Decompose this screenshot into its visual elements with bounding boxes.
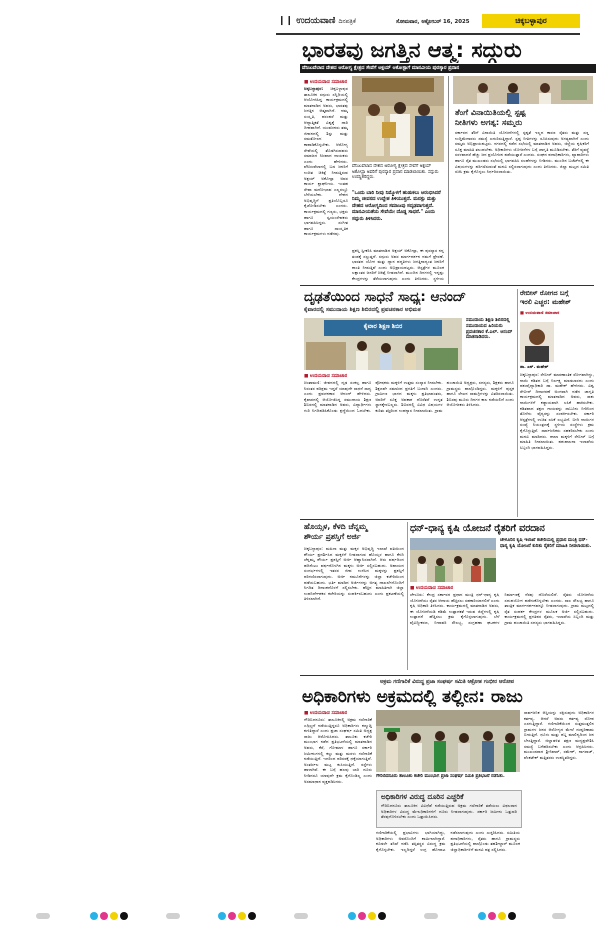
reg-dot-cyan-4: [478, 912, 486, 920]
reg-dot-black-4: [508, 912, 516, 920]
reg-dot-black-3: [378, 912, 386, 920]
reg-bar-1: [36, 913, 50, 919]
paper-suffix: ದಿನಪತ್ರಿಕೆ: [338, 18, 356, 25]
reg-dot-yellow-2: [238, 912, 246, 920]
lead-col1-body: ಚಿಕ್ಕಬಳ್ಳಾಪುರ ತಾಲೂಕಿನ ಸದ್ಗುರು ಸನ್ನಿಧಿಯಲ್ಲಿ ಆಯೋಜಿಸಿದ್ದ ಕಾರ್ಯಕ್ರಮದಲ್ಲಿ ಮಾತನಾಡಿದ ಅವರು, ಭಾರತವು ಜಗತ್ತಿನ ಆತ್ಮವಾಗಿದೆ. ನಮ್ಮ ಸಂಸ್ಕೃತಿ, ಪರಂಪರೆ ಮತ್ತು ಆಧ್ಯಾತ್ಮಿಕತೆ ವಿಶ್ವಕ್ಕೆ ದಾರಿ ದೀಪವಾಗಿದೆ. ಯುವಜನರು ತಮ್ಮ ಜೀವನದಲ್ಲಿ ಶಿಸ್ತು ಮತ್ತು ಸಮತೋಲನ ಕಾಪಾಡಿಕೊಳ್ಳಬೇಕು. ಆರೋಗ್ಯ ಸೇವೆಯಲ್ಲಿ ತೊಡಗಿರುವವರು ಸಮಾಜದ ನಿಜವಾದ ನಾಯಕರು ಎಂದು ಹೇಳಿದರು. ವೆನಿಜುವೆಲಾದಲ್ಲಿ ಬಡ ಜನರಿಗೆ ಉಚಿತ ಚಿಕಿತ್ಸೆ ನೀಡುತ್ತಿರುವ ಅಕ್ಷಯ್ ಅಕೋಸ್ಟಾ ಅವರ ಕಾರ್ಯ ಶ್ಲಾಘನೀಯ. ಇಂತಹ ಸೇವಾ ಮನೋಭಾವ ಎಲ್ಲರಲ್ಲೂ ಬೆಳೆಯಬೇಕು. ದೇಶದ ಅಭಿವೃದ್ಧಿಗೆ ಪ್ರತಿಯೊಬ್ಬರೂ ಕೈಜೋಡಿಸಬೇಕು ಎಂದರು. ಕಾರ್ಯಕ್ರಮದಲ್ಲಿ ಗಣ್ಯರು, ಭಕ್ತರು ಹಾಗೂ ಸ್ವಯಂಸೇವಕರು ಭಾಗವಹಿಸಿದ್ದರು. ಸಂಗೀತ ಹಾಗೂ ಸಾಂಸ್ಕೃತಿಕ ಕಾರ್ಯಕ್ರಮಗಳು ನಡೆದವು.: [304, 86, 348, 237]
story6-text-col2: ಗಣಿಗಾರಿಕೆಯಲ್ಲಿ ಪ್ರಭಾವಿಗಳು ಭಾಗಿಯಾಗಿದ್ದು, ಅಧಿಕಾರಿಗಳು ಅವರೊಂದಿಗೆ ಶಾಮೀಲಾಗಿದ್ದಾರೆ. ಕೂಡಲೇ ತನಿಖೆ ನಡೆಸಿ ತಪ್ಪಿತಸ್ಥರ ವಿರುದ್ಧ ಕ್ರಮ ಕೈಗೊಳ್ಳಬೇಕು. ಇಲ್ಲದಿದ್ದರೆ ಉಗ್ರ ಹೋರಾಟ ನಡೆಸಲಾಗುವುದು ಎಂದು ಎಚ್ಚರಿಸಿದರು. ಸಮಿತಿಯ ಪದಾಧಿಕಾರಿಗಳು, ರೈತರು ಹಾಗೂ ಗ್ರಾಮಸ್ಥರು ಪ್ರತಿಭಟನೆಯಲ್ಲಿ ಪಾಲ್ಗೊಂಡು ತಹಶೀಲ್ದಾರ್ ಮೂಲಕ ಜಿಲ್ಲಾಧಿಕಾರಿಗಳಿಗೆ ಮನವಿ ಪತ್ರ ಸಲ್ಲಿಸಿದರು.: [376, 830, 520, 852]
story2-photo: [304, 318, 462, 370]
story6-photo: [376, 710, 520, 772]
lead-text-col1: [304, 86, 348, 282]
divider-v-2: [517, 289, 518, 517]
issue-date: ಸೋಮವಾರ, ಅಕ್ಟೋಬರ್ 16, 2025: [396, 19, 470, 25]
reg-dot-cyan-3: [348, 912, 356, 920]
lead-place: ಚಿಕ್ಕಬಳ್ಳಾಪುರ:: [304, 86, 324, 91]
divider-v-3: [407, 522, 408, 670]
story5-photo: [410, 538, 496, 582]
story6-photo-illustration: [376, 710, 520, 772]
story2-text: ಚಿಂತಾಮಣಿ: ಜೀವನದಲ್ಲಿ ದೃಢ ಸಂಕಲ್ಪ ಹಾಗೂ ನಿರಂತರ ಪರಿಶ್ರಮ ಇದ್ದರೆ ಯಾವುದೇ ಸಾಧನೆ ಸಾಧ್ಯ ಎಂದು ಪ್ರವಚನಕಾರ ಆನಂದ್ ಹೇಳಿದರು. ಕೈವಾರದಲ್ಲಿ ಆಯೋಜಿಸಿದ್ದ ಸಮುದಾಯ ಶಿಕ್ಷಣ ಶಿಬಿರದಲ್ಲಿ ಮಾತನಾಡಿದ ಅವರು, ವಿದ್ಯಾರ್ಥಿಗಳು ಗುರಿ ನಿಗದಿಪಡಿಸಿಕೊಂಡು ಶ್ರದ್ಧೆಯಿಂದ ಓದಬೇಕು. ಪೋಷಕರು ಮಕ್ಕಳಿಗೆ ಉತ್ತಮ ಸಂಸ್ಕಾರ ನೀಡಬೇಕು. ಶಿಕ್ಷಣವೇ ಸಮಾಜದ ಪ್ರಗತಿಗೆ ಬುನಾದಿ ಎಂದರು. ಗ್ರಾಮೀಣ ಭಾಗದ ಮಕ್ಕಳು ಪ್ರತಿಭಾವಂತರು, ಅವರಿಗೆ ಸೂಕ್ತ ಅವಕಾಶ ದೊರೆತರೆ ಉನ್ನತ ಸ್ಥಾನಕ್ಕೇರಬಲ್ಲರು. ಶಿಬಿರದಲ್ಲಿ ವಿವಿಧ ವಿಷಯಗಳ ಕುರಿತು ತಜ್ಞರಿಂದ ಉಪನ್ಯಾಸ ನೀಡಲಾಯಿತು. ಗ್ರಾಮ ಪಂಚಾಯಿತಿ ಅಧ್ಯಕ್ಷರು, ಸದಸ್ಯರು, ಶಿಕ್ಷಕರು ಹಾಗೂ ಗ್ರಾಮಸ್ಥರು ಪಾಲ್ಗೊಂಡಿದ್ದರು. ಮಕ್ಕಳಿಗೆ ಪುಸ್ತಕ ಹಾಗೂ ಲೇಖನ ಸಾಮಗ್ರಿಗಳನ್ನು ವಿತರಿಸಲಾಯಿತು. ಶಿಬಿರವು ಮೂರು ದಿನಗಳ ಕಾಲ ನಡೆಯಲಿದೆ ಎಂದು ಆಯೋಜಕರು ತಿಳಿಸಿದರು.: [304, 380, 514, 413]
story2-headline: ದೃಢತೆಯಿಂದ ಸಾಧನೆ ಸಾಧ್ಯ: ಆನಂದ್: [304, 289, 467, 305]
story6-photo-caption: ಗೌರಿಬಿದನೂರು ತಾಲೂಕು ಕಚೇರಿ ಮುಂಭಾಗ ಪ್ರಜಾ ಸಂಘರ್ಷ ಸಮಿತಿ ಪ್ರತಿಭಟನೆ ನಡೆಸಿತು.: [376, 774, 505, 779]
reg-dot-black-1: [120, 912, 128, 920]
side-headline-2: ನೀತಿಗಳು ಅಗತ್ಯ: ಸಮ್ಮರು: [455, 117, 523, 127]
lead-photo-illustration: [352, 76, 444, 162]
reg-bar-5: [552, 913, 566, 919]
story6-headline: ಅಧಿಕಾರಿಗಳು ಅಕ್ರಮದಲ್ಲಿ ತಲ್ಲೀನ: ರಾಜು: [302, 687, 523, 707]
reg-dot-magenta-4: [488, 912, 496, 920]
story4-text: ಚಿಕ್ಕಬಳ್ಳಾಪುರ: ಮಹಿಳಾ ಮತ್ತು ಮಕ್ಕಳ ಅಭಿವೃದ್ಧಿ ಇಲಾಖೆ ವತಿಯಿಂದ ಶೌರ್ಯ ಪ್ರದರ್ಶಿಸಿದ ಮಕ್ಕಳಿಗೆ ನೀಡಲಾಗುವ ಹೊಯ್ಸಳ ಹಾಗೂ ಕೆಳದಿ ಚೆನ್ನಮ್ಮ ಶೌರ್ಯ ಪ್ರಶಸ್ತಿಗೆ ಅರ್ಜಿ ಆಹ್ವಾನಿಸಲಾಗಿದೆ. ಆರು ವರ್ಷದಿಂದ ಹದಿನೆಂಟು ವರ್ಷದೊಳಗಿನ ಮಕ್ಕಳು ಅರ್ಜಿ ಸಲ್ಲಿಸಬಹುದು. ಅಪಾಯದ ಸಂದರ್ಭಗಳಲ್ಲಿ ಇತರರ ಜೀವ ಉಳಿಸಿದ ಮಕ್ಕಳನ್ನು ಪ್ರಶಸ್ತಿಗೆ ಪರಿಗಣಿಸಲಾಗುವುದು. ಅರ್ಜಿ ನಮೂನೆಗಳನ್ನು ಜಿಲ್ಲಾ ಕಚೇರಿಯಿಂದ ಪಡೆಯಬಹುದು. ಭರ್ತಿ ಮಾಡಿದ ಅರ್ಜಿಗಳನ್ನು ಅಗತ್ಯ ದಾಖಲೆಗಳೊಂದಿಗೆ ನಿಗದಿತ ದಿನಾಂಕದೊಳಗೆ ಸಲ್ಲಿಸಬೇಕು. ಹೆಚ್ಚಿನ ಮಾಹಿತಿಗಾಗಿ ಜಿಲ್ಲಾ ಉಪನಿರ್ದೇಶಕರ ಕಚೇರಿಯನ್ನು ಸಂಪರ್ಕಿಸಬಹುದು ಎಂದು ಪ್ರಕಟಣೆಯಲ್ಲಿ ತಿಳಿಸಲಾಗಿದೆ.: [304, 546, 404, 602]
story5-text: ಚೇಳೂರು: ಕೇಂದ್ರ ಸರ್ಕಾರದ ಪ್ರಧಾನ ಮಂತ್ರಿ ಧನ್-ಧಾನ್ಯ ಕೃಷಿ ಯೋಜನೆಯು ರೈತರ ಆದಾಯ ಹೆಚ್ಚಿಸಲು ಸಹಕಾರಿಯಾಗಲಿದೆ ಎಂದು ಕೃಷಿ ಅಧಿಕಾರಿ ತಿಳಿಸಿದರು. ಕಾರ್ಯಕ್ರಮದಲ್ಲಿ ಮಾತನಾಡಿದ ಅವರು, ಈ ಯೋಜನೆಯಡಿ ಕಡಿಮೆ ಉತ್ಪಾದಕತೆ ಇರುವ ಜಿಲ್ಲೆಗಳಲ್ಲಿ ಕೃಷಿ ಉತ್ಪಾದನೆ ಹೆಚ್ಚಿಸಲು ಕ್ರಮ ಕೈಗೊಳ್ಳಲಾಗುವುದು. ಬೆಳೆ ವೈವಿಧ್ಯೀಕರಣ, ನೀರಾವರಿ ಸೌಲಭ್ಯ, ಸಂಗ್ರಹಣಾ ಘಟಕಗಳ ನಿರ್ಮಾಣಕ್ಕೆ ನೆರವು ದೊರೆಯಲಿದೆ. ರೈತರು ಯೋಜನೆಯ ಸದುಪಯೋಗ ಪಡೆದುಕೊಳ್ಳಬೇಕು ಎಂದರು. ಸಾಲ ಸೌಲಭ್ಯ ಹಾಗೂ ತಾಂತ್ರಿಕ ಮಾರ್ಗದರ್ಶನವನ್ನೂ ನೀಡಲಾಗುವುದು. ಗ್ರಾಮ ಮಟ್ಟದಲ್ಲಿ ರೈತ ಸಂಪರ್ಕ ಕೇಂದ್ರಗಳ ಮೂಲಕ ಅರ್ಜಿ ಸಲ್ಲಿಸಬಹುದು. ಕಾರ್ಯಕ್ರಮದಲ್ಲಿ ಪ್ರಗತಿಪರ ರೈತರು, ಇಲಾಖೆಯ ಸಿಬ್ಬಂದಿ ಮತ್ತು ಗ್ರಾಮ ಪಂಚಾಯಿತಿ ಸದಸ್ಯರು ಭಾಗವಹಿಸಿದ್ದರು.: [410, 592, 594, 625]
reg-bar-3: [294, 913, 308, 919]
side-headline-1: ತೆಂಗೆ ವಿನಾಯಿತಿಯಲ್ಲಿ ಸ್ಪಷ್ಟ: [455, 107, 526, 117]
reg-dot-yellow-1: [110, 912, 118, 920]
masthead-brand: [278, 16, 356, 26]
lead-pull-quote: "ಒಂದು ಬಾರಿ ನೀವು ನಿಮ್ಮೊಳಗೆ ಹುಡುಕಲು ಆರಂಭಿಸಿದರೆ ನಿಮ್ಮ ಜೀವನದ ಉದ್ದೇಶ ತಿಳಿಯುತ್ತದೆ. ಮನಸ್ಸು ಮತ್ತು ದೇಹದ ಆರೋಗ್ಯದಿಂದ ಸಮಾಜವು ಸದೃಢವಾಗುತ್ತದೆ. ಮಾನವೀಯತೆಯ ಸೇವೆಯೇ ದೊಡ್ಡ ಸಾಧನೆ." ಎಂದು ಸದ್ಗುರು ತಿಳಿಸಿದರು.: [352, 190, 441, 222]
story6-inset-text: ಗೌರಿಬಿದನೂರು ತಾಲೂಕಿನ ವಿವಿಧೆಡೆ ನಡೆಯುತ್ತಿರುವ ಅಕ್ರಮ ಗಣಿಗಾರಿಕೆ ತಡೆಯಲು ವಿಫಲರಾದ ಅಧಿಕಾರಿಗಳ ವಿರುದ್ಧ ಮೇಲಧಿಕಾರಿಗಳಿಗೆ ದೂರು ನೀಡಲಾಗುವುದು. ಸರ್ಕಾರಿ ಜಮೀನು ಒತ್ತುವರಿ ತೆರವುಗೊಳಿಸಬೇಕು ಎಂದು ಒತ್ತಾಯಿಸಿದರು.: [381, 803, 517, 820]
lead-headline: ಭಾರತವು ಜಗತ್ತಿನ ಆತ್ಮ: ಸದ್ಗುರು: [302, 38, 522, 62]
story2-deck: ಕೈವಾರದಲ್ಲಿ ಸಮುದಾಯ ಶಿಕ್ಷಣ ಶಿಬಿರದಲ್ಲಿ ಪ್ರವಚನಕಾರ ಅಭಿಮತ: [304, 307, 421, 313]
divider-3: [300, 675, 594, 676]
reg-dot-black-2: [248, 912, 256, 920]
story3-portrait-illustration: [520, 322, 554, 362]
reg-bar-2: [166, 913, 180, 919]
story3-headline-2: ಇರಲಿ ಎಚ್ಚರ: ಮಹೇಶ್: [520, 298, 571, 306]
lead-deck: ವೆನಿಜುವೆಲಾದ ದೇಶದ ಆರೋಗ್ಯ ಕ್ಷೇತ್ರದ ಸೇವೆಗೆ ಅಕ್ಷಯ್ ಅಕೋಸ್ಟಾಗೆ ಮಾನವೀಯ ಪುರಸ್ಕಾರ ಪ್ರದಾನ: [300, 64, 596, 73]
lead-text-col2: ಪ್ರಶಸ್ತಿ ಸ್ವೀಕರಿಸಿ ಮಾತನಾಡಿದ ಅಕ್ಷಯ್ ಅಕೋಸ್ಟಾ, ಈ ಪುರಸ್ಕಾರ ನನ್ನ ತಂಡಕ್ಕೆ ಸಲ್ಲುತ್ತದೆ. ಸದ್ಗುರು ಅವರ ಮಾರ್ಗದರ್ಶನ ನಮಗೆ ಪ್ರೇರಣೆ. ಭಾರತದ ಯೋಗ ಮತ್ತು ಧ್ಯಾನ ಪದ್ಧತಿಗಳು ಜಗತ್ತಿನಾದ್ಯಂತ ಜನರಿಗೆ ಶಾಂತಿ ನೀಡುತ್ತಿವೆ ಎಂದು ಅಭಿಪ್ರಾಯಪಟ್ಟರು. ಆಸ್ಪತ್ರೆಗಳ ಮೂಲಕ ಲಕ್ಷಾಂತರ ಜನರಿಗೆ ಚಿಕಿತ್ಸೆ ನೀಡಲಾಗಿದೆ. ಮುಂದಿನ ದಿನಗಳಲ್ಲಿ ಇನ್ನಷ್ಟು ಕೇಂದ್ರಗಳನ್ನು ತೆರೆಯಲಾಗುವುದು ಎಂದು ತಿಳಿಸಿದರು. ಸ್ಥಳೀಯ: [352, 248, 444, 281]
story6-kicker: ಅಕ್ರಮ ಗಣಿಗಾರಿಕೆ ವಿರುದ್ಧ ಪ್ರಜಾ ಸಂಘರ್ಷ ಸಮಿತಿ ಆಕ್ರೋಶ ಗಂಭೀರ ಆರೋಪ: [380, 679, 514, 685]
story6-byline: ■ ಉದಯವಾಣಿ ಸಮಾಚಾರ: [304, 711, 348, 716]
story4-headline-2: ಶೌರ್ಯ ಪ್ರಶಸ್ತಿಗೆ ಅರ್ಜಿ: [304, 532, 361, 541]
lead-photo: [352, 76, 444, 162]
divider-2: [300, 519, 594, 520]
reg-dot-magenta-3: [358, 912, 366, 920]
reg-dot-yellow-4: [498, 912, 506, 920]
side-photo-illustration: [453, 76, 593, 104]
reg-dot-magenta-1: [100, 912, 108, 920]
edition-label: ಚಿಕ್ಕಬಳ್ಳಾಪುರ: [482, 14, 580, 28]
story2-byline: ■ ಉದಯವಾಣಿ ಸಮಾಚಾರ: [304, 374, 348, 379]
story3-photo-caption: ಡಾ. ಎನ್. ಮಹೇಶ್: [520, 364, 549, 369]
side-story-box: [448, 76, 593, 284]
story2-banner: ಕೈವಾರ ಶಿಕ್ಷಣ ಶಿಬಿರ: [363, 323, 403, 330]
masthead-rule: [276, 33, 580, 35]
reg-dot-magenta-2: [228, 912, 236, 920]
story5-byline: ■ ಉದಯವಾಣಿ ಸಮಾಚಾರ: [410, 586, 454, 591]
story5-photo-caption: ಚೇಳೂರಿನ ಕೃಷಿ ಇಲಾಖೆ ಕಚೇರಿಯಲ್ಲಿ ಪ್ರಧಾನ ಮಂತ್ರಿ ಧನ್-ಧಾನ್ಯ ಕೃಷಿ ಯೋಜನೆ ಕುರಿತು ರೈತರಿಗೆ ಮಾಹಿತಿ ನೀಡಲಾಯಿತು.: [500, 538, 592, 549]
story2-photo-caption: ಸಮುದಾಯ ಶಿಕ್ಷಣ ಶಿಬಿರದಲ್ಲಿ ಸಮುದಾಯದ ಹಿರಿಯರು ಪ್ರವಚನಕಾರ ಕೆ.ಎಲ್. ಆನಂದ್ ಮಾತನಾಡಿದರು.: [466, 318, 513, 341]
divider-1: [300, 285, 594, 286]
side-story-text: ಸರ್ಕಾರದ ತೆರಿಗೆ ವಿನಾಯಿತಿ ಯೋಜನೆಗಳಲ್ಲಿ ಸ್ಪಷ್ಟತೆ ಇಲ್ಲದ ಕಾರಣ ರೈತರು ಮತ್ತು ಸಣ್ಣ ಉದ್ದಿಮೆದಾರರು ಸಮಸ್ಯೆ ಎದುರಿಸುತ್ತಿದ್ದಾರೆ. ಸ್ಪಷ್ಟ ನೀತಿಗಳನ್ನು ರೂಪಿಸುವುದು ಅಗತ್ಯವಾಗಿದೆ ಎಂದು ಸಮ್ಮರು ಅಭಿಪ್ರಾಯಪಟ್ಟರು. ನಗರದಲ್ಲಿ ನಡೆದ ಸಭೆಯಲ್ಲಿ ಮಾತನಾಡಿದ ಅವರು, ಜಿಲ್ಲೆಯ ಕೃಷಿಕರಿಗೆ ಸೂಕ್ತ ಮಾಹಿತಿ ತಲುಪಬೇಕು. ಅಧಿಕಾರಿಗಳು ಯೋಜನೆಗಳ ಬಗ್ಗೆ ಜಾಗೃತಿ ಮೂಡಿಸಬೇಕು. ತೆರಿಗೆ ವ್ಯವಸ್ಥೆ ಸರಳವಾದರೆ ಹೆಚ್ಚು ಜನ ಪ್ರಯೋಜನ ಪಡೆಯುತ್ತಾರೆ ಎಂದರು. ಸಂಘದ ಪದಾಧಿಕಾರಿಗಳು, ವ್ಯಾಪಾರಿಗಳು ಹಾಗೂ ರೈತ ಮುಖಂಡರು ಸಭೆಯಲ್ಲಿ ಭಾಗವಹಿಸಿ ಸಲಹೆಗಳನ್ನು ನೀಡಿದರು. ಮುಂದಿನ ಬಜೆಟ್‌ನಲ್ಲಿ ಈ ವಿಷಯಗಳನ್ನು ಪರಿಗಣಿಸುವಂತೆ ಮನವಿ ಸಲ್ಲಿಸಲಾಗುವುದು ಎಂದು ತಿಳಿಸಿದರು. ಜಿಲ್ಲಾ ಮಟ್ಟದ ಸಮಿತಿ ರಚಿಸಿ ಕ್ರಮ ಕೈಗೊಳ್ಳಲು ನಿರ್ಧರಿಸಲಾಯಿತು.: [455, 130, 589, 175]
reg-dot-cyan-2: [218, 912, 226, 920]
story3-photo: [520, 322, 554, 362]
story5-photo-illustration: [410, 538, 496, 582]
story6-inset: [376, 790, 522, 828]
story5-headline: ಧನ್-ಧಾನ್ಯ ಕೃಷಿ ಯೋಜನೆ ರೈತರಿಗೆ ವರದಾನ: [410, 523, 545, 534]
reg-dot-yellow-3: [368, 912, 376, 920]
story6-inset-heading: ಅಧಿಕಾರಿಗಳ ವಿರುದ್ಧ ದೂರಿನ ಎಚ್ಚರಿಕೆ: [381, 793, 464, 801]
story3-text: ಚಿಕ್ಕಬಳ್ಳಾಪುರ: ರೇಬೀಸ್ ಮಾರಣಾಂತಿಕ ರೋಗವಾಗಿದ್ದು, ನಾಯಿ ಕಡಿತದ ಬಗ್ಗೆ ನಿರ್ಲಕ್ಷ್ಯ ಮಾಡಬಾರದು ಎಂದು ಪಶುವೈದ್ಯಾಧಿಕಾರಿ ಡಾ. ಮಹೇಶ್ ಹೇಳಿದರು. ವಿಶ್ವ ರೇಬೀಸ್ ದಿನಾಚರಣೆ ಅಂಗವಾಗಿ ನಡೆದ ಜಾಗೃತಿ ಕಾರ್ಯಕ್ರಮದಲ್ಲಿ ಮಾತನಾಡಿದ ಅವರು, ಸಾಕು ನಾಯಿಗಳಿಗೆ ಕಡ್ಡಾಯವಾಗಿ ಲಸಿಕೆ ಹಾಕಿಸಬೇಕು. ಕಡಿತವಾದ ತಕ್ಷಣ ಗಾಯವನ್ನು ಸಾಬೂನು ನೀರಿನಿಂದ ತೊಳೆದು ವೈದ್ಯರನ್ನು ಸಂಪರ್ಕಿಸಬೇಕು. ಸರ್ಕಾರಿ ಆಸ್ಪತ್ರೆಗಳಲ್ಲಿ ಉಚಿತ ಲಸಿಕೆ ಲಭ್ಯವಿದೆ. ಬೀದಿ ನಾಯಿಗಳ ಸಂಖ್ಯೆ ನಿಯಂತ್ರಣಕ್ಕೆ ಸ್ಥಳೀಯ ಸಂಸ್ಥೆಗಳು ಕ್ರಮ ಕೈಗೊಳ್ಳುತ್ತಿವೆ. ಸಾರ್ವಜನಿಕರು ಸಹಕರಿಸಬೇಕು ಎಂದು ಮನವಿ ಮಾಡಿದರು. ಶಾಲಾ ಮಕ್ಕಳಿಗೆ ರೇಬೀಸ್ ಬಗ್ಗೆ ಮಾಹಿತಿ ನೀಡಲಾಯಿತು. ಪಶುಪಾಲನಾ ಇಲಾಖೆಯ ಸಿಬ್ಬಂದಿ ಭಾಗವಹಿಸಿದ್ದರು.: [520, 372, 594, 450]
story3-headline-1: ರೇಬೀಸ್ ರೋಗದ ಬಗ್ಗೆ: [520, 289, 569, 297]
masthead: [0, 14, 600, 34]
paper-name: ಉದಯವಾಣಿ: [296, 16, 336, 26]
lead-byline: ■ ಉದಯವಾಣಿ ಸಮಾಚಾರ: [304, 80, 348, 85]
story6-text-col1: ಗೌರಿಬಿದನೂರು: ತಾಲೂಕಿನಲ್ಲಿ ಅಕ್ರಮ ಗಣಿಗಾರಿಕೆ ಎಗ್ಗಿಲ್ಲದೆ ನಡೆಯುತ್ತಿದ್ದರೂ ಅಧಿಕಾರಿಗಳು ಕಣ್ಮುಚ್ಚಿ ಕುಳಿತಿದ್ದಾರೆ ಎಂದು ಪ್ರಜಾ ಸಂಘರ್ಷ ಸಮಿತಿ ಅಧ್ಯಕ್ಷ ರಾಜು ಆರೋಪಿಸಿದರು. ತಾಲೂಕು ಕಚೇರಿ ಮುಂಭಾಗ ನಡೆದ ಪ್ರತಿಭಟನೆಯಲ್ಲಿ ಮಾತನಾಡಿದ ಅವರು, ಕೆರೆ, ಗೋಮಾಳ ಹಾಗೂ ಸರ್ಕಾರಿ ಜಮೀನುಗಳಲ್ಲಿ ಕಲ್ಲು ಮತ್ತು ಮರಳು ಗಣಿಗಾರಿಕೆ ನಡೆಯುತ್ತಿದೆ. ಇದರಿಂದ ಪರಿಸರಕ್ಕೆ ಧಕ್ಕೆಯಾಗುತ್ತಿದೆ. ಅಂತರ್ಜಲ ಮಟ್ಟ ಕುಸಿಯುತ್ತಿದೆ. ರಸ್ತೆಗಳು ಹಾಳಾಗಿವೆ. ಈ ಬಗ್ಗೆ ಹಲವು ಬಾರಿ ದೂರು ನೀಡಿದರೂ ಯಾವುದೇ ಕ್ರಮ ಕೈಗೊಂಡಿಲ್ಲ ಎಂದು ಅಸಮಾಧಾನ ವ್ಯಕ್ತಪಡಿಸಿದರು.: [304, 717, 372, 784]
lead-photo-caption: ವೆನಿಜುವೆಲಾದ ದೇಶದ ಅರೋಗ್ಯ ಕ್ಷೇತ್ರದ ಸೇವೆಗೆ ಅಕ್ಷಯ್ ಅಕೋಸ್ಟಾ ಅವರಿಗೆ ಪುರಸ್ಕಾರ ಪ್ರದಾನ ಮಾಡಲಾಯಿತು. ಸದ್ಗುರು ಉಪಸ್ಥಿತರಿದ್ದರು.: [352, 164, 439, 181]
side-story-photo: [453, 76, 593, 104]
story6-text-col3: ಸಾರ್ವಜನಿಕ ಆಸ್ತಿಯನ್ನು ರಕ್ಷಿಸುವುದು ಅಧಿಕಾರಿಗಳ ಕರ್ತವ್ಯ. ಆದರೆ ಅವರು ಕರ್ತವ್ಯ ಲೋಪ ಎಸಗುತ್ತಿದ್ದಾರೆ. ಗಣಿಗಾರಿಕೆಯಿಂದ ಸುತ್ತಮುತ್ತಲಿನ ಗ್ರಾಮಗಳ ಜನರ ಆರೋಗ್ಯದ ಮೇಲೆ ದುಷ್ಪರಿಣಾಮ ಬೀರುತ್ತಿದೆ. ಧೂಳು ಮತ್ತು ಶಬ್ದ ಮಾಲಿನ್ಯದಿಂದ ಜನ ಬೇಸತ್ತಿದ್ದಾರೆ. ಜಿಲ್ಲಾಡಳಿತ ತಕ್ಷಣ ಮಧ್ಯಪ್ರವೇಶಿಸಿ ಸಮಸ್ಯೆ ಬಗೆಹರಿಸಬೇಕು ಎಂದು ಆಗ್ರಹಿಸಿದರು. ಮುಖಂಡರಾದ ಶ್ರೀನಿವಾಸ್, ರಮೇಶ್, ನಾಗರಾಜ್, ವೆಂಕಟೇಶ್ ಮತ್ತಿತರರು ಉಪಸ್ಥಿತರಿದ್ದರು.: [524, 710, 594, 760]
story4-headline-1: ಹೊಯ್ಸಳ, ಕೆಳದಿ ಚೆನ್ನಮ್ಮ: [304, 522, 368, 531]
reg-dot-cyan-1: [90, 912, 98, 920]
masthead-bars-icon: ❙❙: [278, 16, 297, 26]
reg-bar-4: [424, 913, 438, 919]
story3-byline: ■ ಉದಯವಾಣಿ ಸಮಾಚಾರ: [520, 310, 560, 315]
